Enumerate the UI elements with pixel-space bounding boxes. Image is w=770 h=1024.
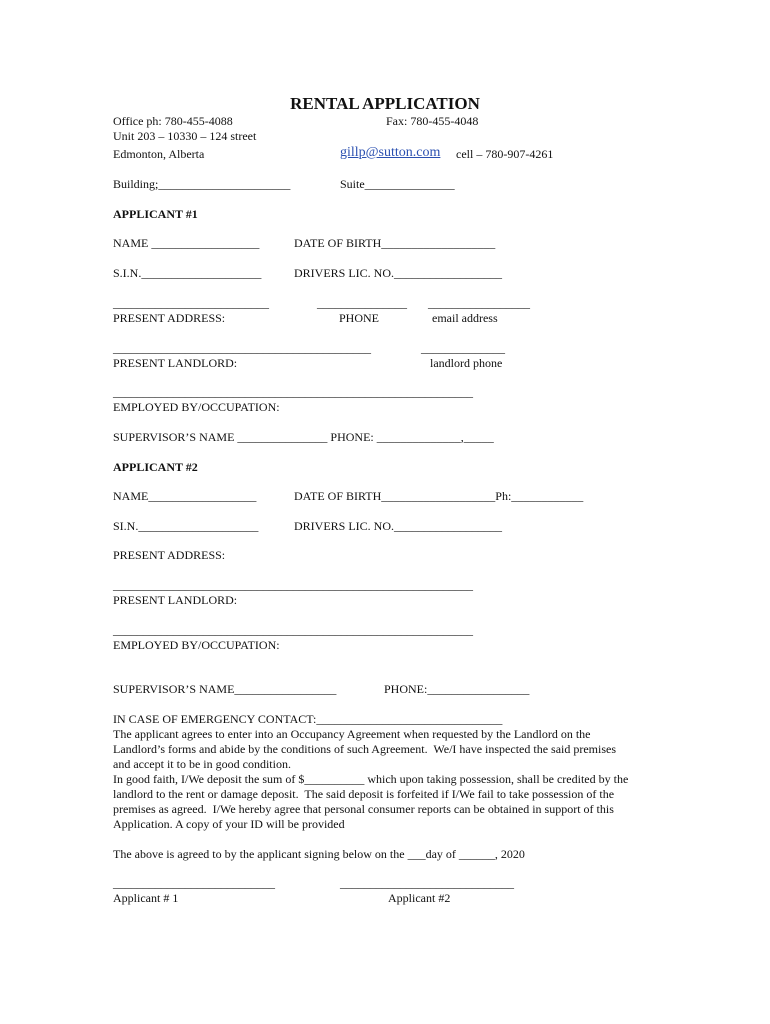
- applicant2-present-landlord-label: PRESENT LANDLORD:: [113, 593, 238, 607]
- applicant2-signature-label: Applicant #2: [388, 891, 451, 905]
- applicant1-heading: APPLICANT #1: [113, 207, 198, 221]
- applicant1-drivers-field[interactable]: DRIVERS LIC. NO.__________________: [294, 266, 503, 280]
- applicant1-email-line[interactable]: _________________: [428, 296, 530, 310]
- terms-line: The applicant agrees to enter into an Occupancy Agreement when requested by the Landlord on the: [113, 727, 591, 741]
- applicant1-sin-field[interactable]: S.I.N.____________________: [113, 266, 262, 280]
- applicant2-employed-label: EMPLOYED BY/OCCUPATION:: [113, 638, 280, 652]
- applicant2-heading: APPLICANT #2: [113, 460, 198, 474]
- agreement-statement: The above is agreed to by the applicant signing below on the ___day of ______, 2020: [113, 847, 525, 861]
- applicant1-landlord-phone-label: landlord phone: [430, 356, 503, 370]
- applicant2-address-line[interactable]: ____________________________________________________________: [113, 578, 473, 592]
- terms-line: and accept it to be in good condition.: [113, 757, 291, 771]
- applicant1-phone-line[interactable]: _______________: [317, 296, 407, 310]
- applicant1-name-field[interactable]: NAME __________________: [113, 236, 260, 250]
- applicant1-landlord-phone-line[interactable]: ______________: [421, 341, 505, 355]
- terms-line: premises as agreed. I/We hereby agree that personal consumer reports can be obtained in support of this: [113, 802, 614, 816]
- applicant1-present-address-label: PRESENT ADDRESS:: [113, 311, 226, 325]
- applicant1-signature-line[interactable]: ___________________________: [113, 876, 275, 890]
- terms-line: landlord to the rent or damage deposit. The said deposit is forfeited if I/We fail to take possession of the: [113, 787, 615, 801]
- building-field[interactable]: Building;______________________: [113, 177, 291, 191]
- applicant1-landlord-line[interactable]: ___________________________________________: [113, 341, 371, 355]
- office-fax: Fax: 780-455-4048: [386, 114, 479, 128]
- terms-line: Landlord’s forms and abide by the conditions of such Agreement. We/I have inspected the said premises: [113, 742, 617, 756]
- applicant2-landlord-line[interactable]: ____________________________________________________________: [113, 623, 473, 637]
- office-address-line2: Edmonton, Alberta: [113, 147, 205, 161]
- applicant2-signature-line[interactable]: _____________________________: [340, 876, 514, 890]
- applicant2-present-address-label: PRESENT ADDRESS:: [113, 548, 226, 562]
- applicant1-address-line[interactable]: __________________________: [113, 296, 269, 310]
- applicant1-phone-label: PHONE: [339, 311, 380, 325]
- applicant2-dob-field[interactable]: DATE OF BIRTH___________________Ph:____________: [294, 489, 584, 503]
- terms-line: In good faith, I/We deposit the sum of $__________ which upon taking possession, shall be credited by the: [113, 772, 629, 786]
- office-address-line1: Unit 203 – 10330 – 124 street: [113, 129, 257, 143]
- emergency-contact-field[interactable]: IN CASE OF EMERGENCY CONTACT:_______________________________: [113, 712, 503, 726]
- applicant1-supervisor-field[interactable]: SUPERVISOR’S NAME _______________ PHONE: ______________,_____: [113, 430, 494, 444]
- applicant2-phone-field[interactable]: PHONE:_________________: [384, 682, 530, 696]
- office-email-link[interactable]: gillp@sutton.com: [340, 145, 441, 160]
- terms-paragraph: [113, 727, 663, 832]
- applicant1-present-landlord-label: PRESENT LANDLORD:: [113, 356, 238, 370]
- office-phone: Office ph: 780-455-4088: [113, 114, 233, 128]
- page-title: RENTAL APPLICATION: [290, 94, 480, 113]
- applicant1-employed-line[interactable]: ____________________________________________________________: [113, 385, 473, 399]
- applicant1-signature-label: Applicant # 1: [113, 891, 179, 905]
- applicant2-supervisor-field[interactable]: SUPERVISOR’S NAME_________________: [113, 682, 337, 696]
- office-cell: cell – 780-907-4261: [456, 147, 554, 161]
- suite-field[interactable]: Suite_______________: [340, 177, 455, 191]
- applicant2-name-field[interactable]: NAME__________________: [113, 489, 257, 503]
- terms-line: Application. A copy of your ID will be provided: [113, 817, 345, 831]
- applicant2-drivers-field[interactable]: DRIVERS LIC. NO.__________________: [294, 519, 503, 533]
- applicant2-sin-field[interactable]: SI.N.____________________: [113, 519, 259, 533]
- applicant1-email-label: email address: [432, 311, 498, 325]
- applicant1-employed-label: EMPLOYED BY/OCCUPATION:: [113, 400, 280, 414]
- applicant1-dob-field[interactable]: DATE OF BIRTH___________________: [294, 236, 496, 250]
